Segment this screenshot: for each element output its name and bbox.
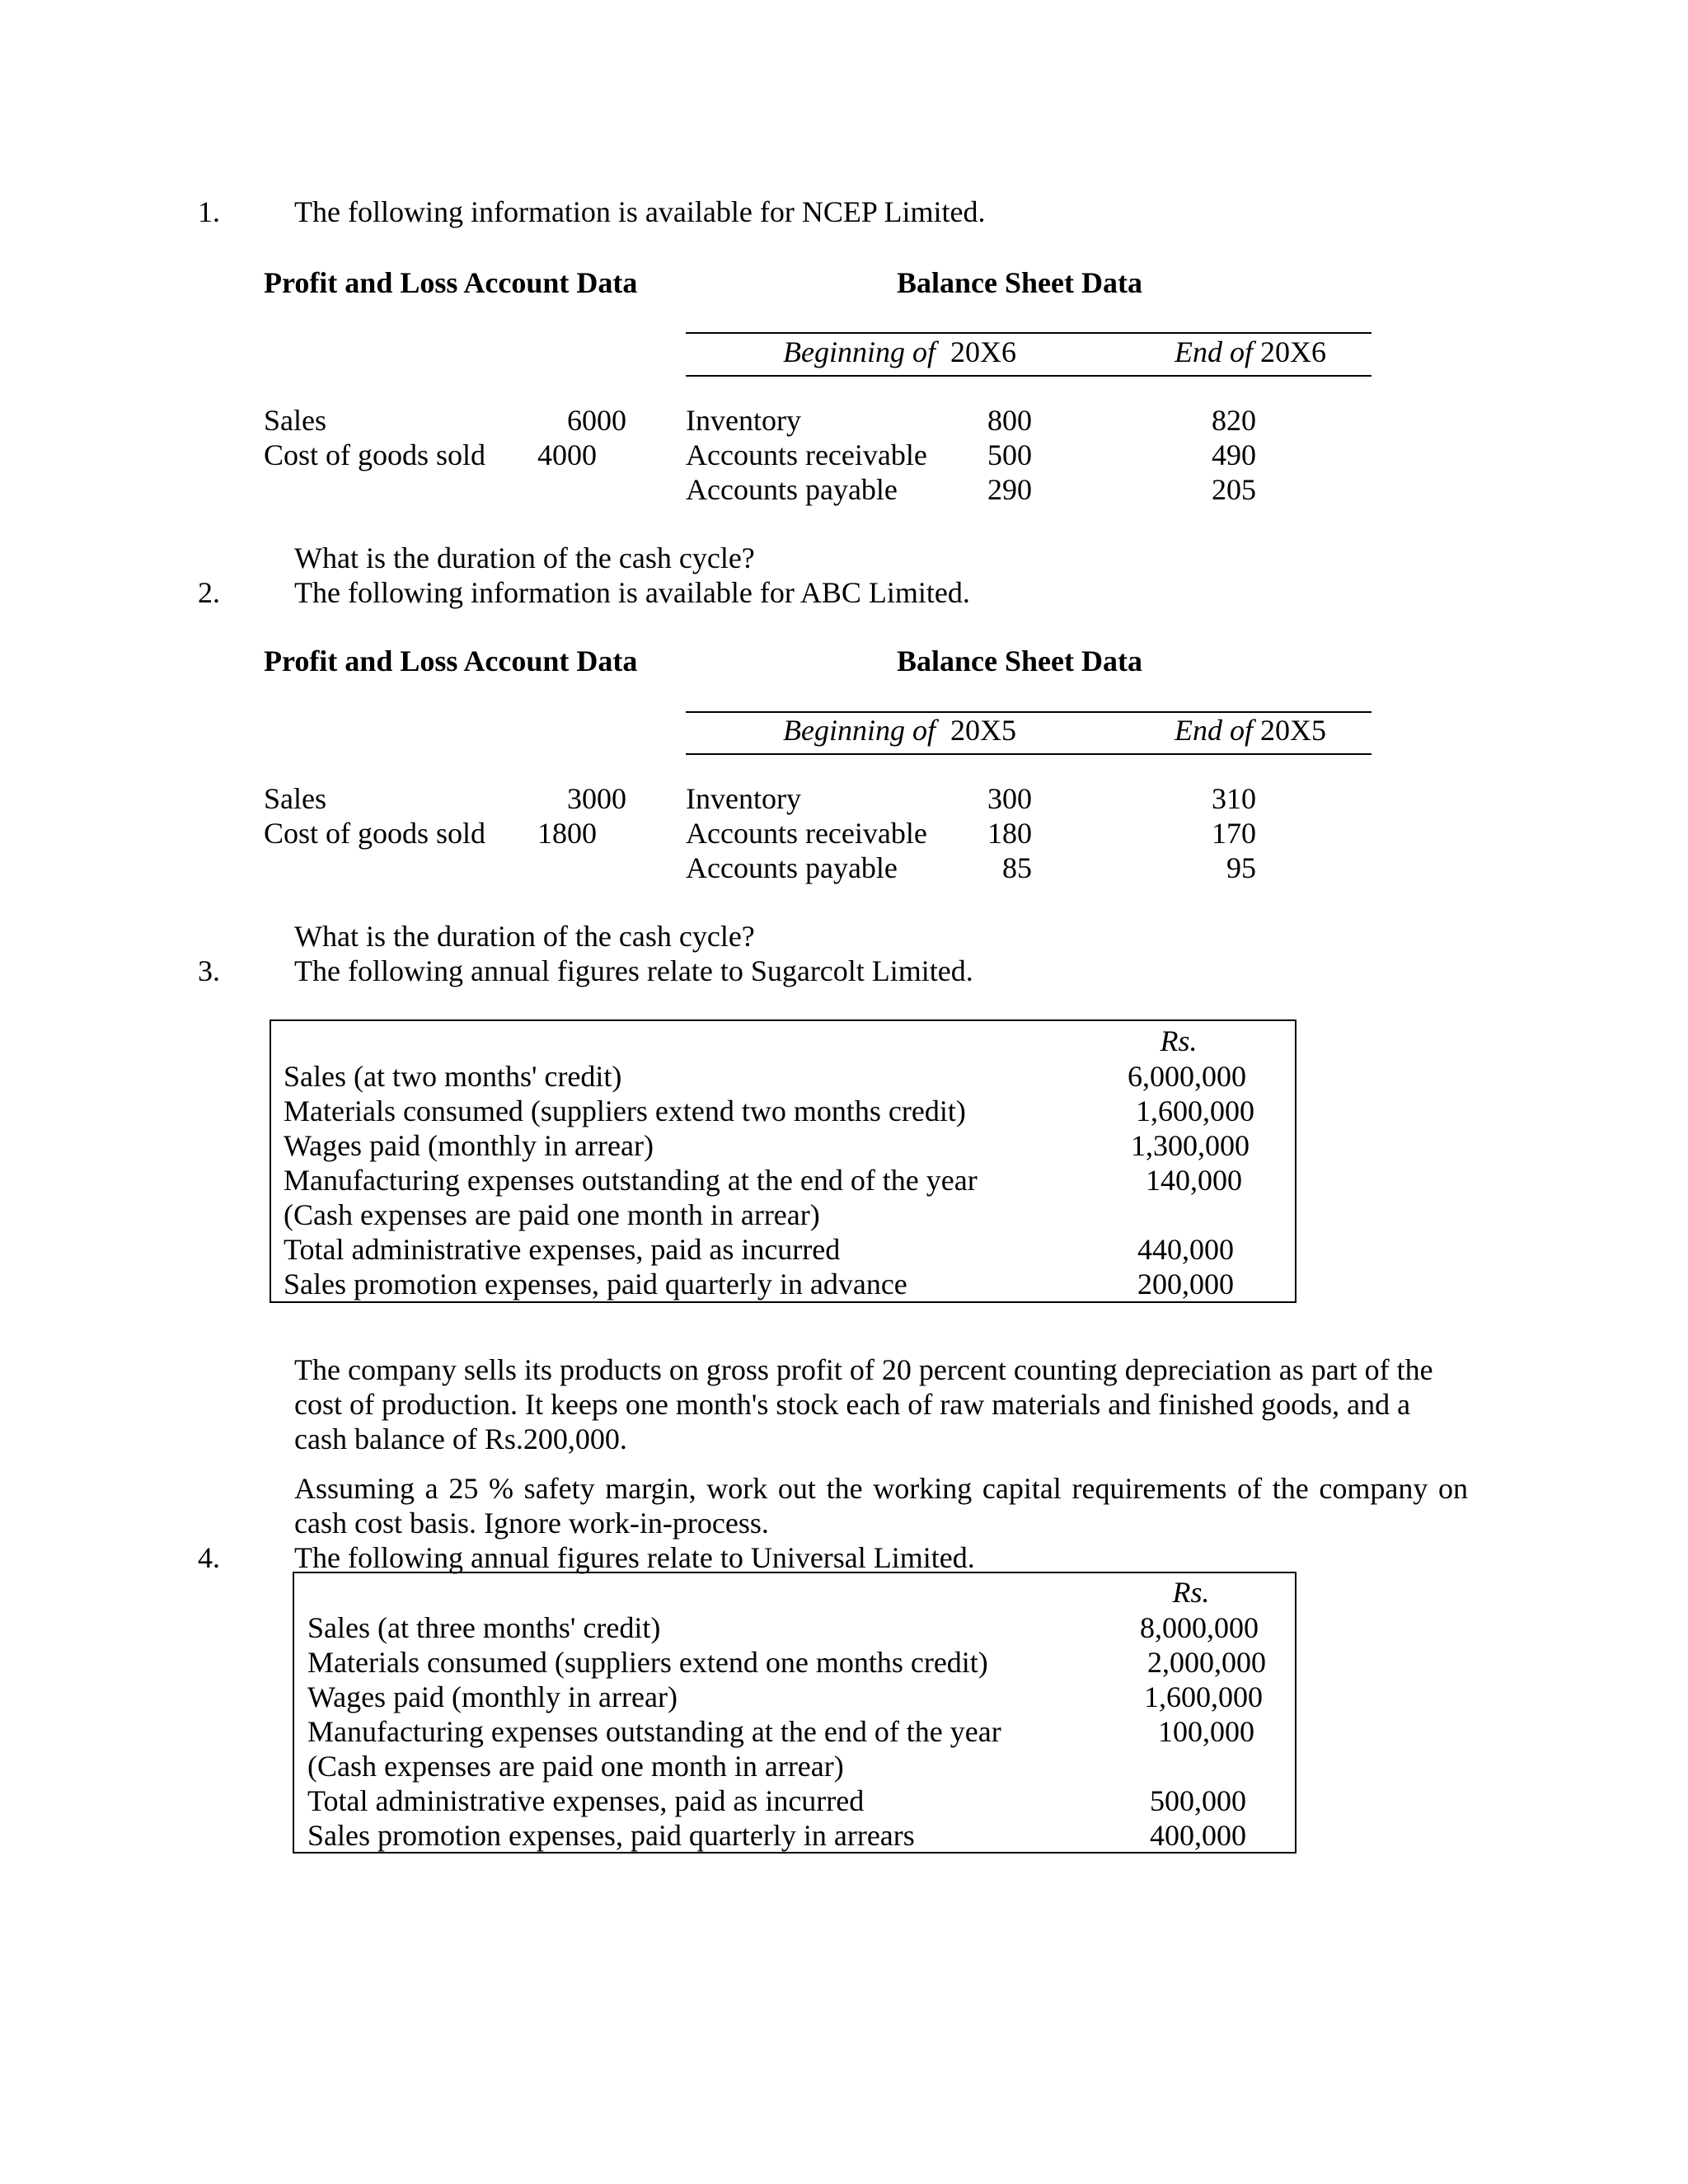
q2-col-end-year: 20X5	[1260, 714, 1326, 747]
q1-bs-label: Inventory	[686, 404, 801, 437]
q2-bs-end: 170	[1212, 817, 1256, 850]
q1-bs-begin: 500	[987, 438, 1032, 471]
q1-intro: The following information is available for NCEP Limited.	[294, 195, 986, 228]
q1-pl-heading: Profit and Loss Account Data	[264, 266, 638, 299]
q1-col-end-year: 20X6	[1260, 335, 1326, 368]
q3-paragraph-line: cost of production. It keeps one month's stock each of raw materials and finished goods, and a	[294, 1388, 1411, 1421]
q4-currency: Rs.	[1172, 1576, 1210, 1609]
q3-row-value: 140,000	[1146, 1164, 1242, 1197]
q4-row-label: Materials consumed (suppliers extend one months credit)	[307, 1646, 988, 1679]
q2-col-end-label: End of	[1175, 714, 1253, 747]
q3-row-label: Total administrative expenses, paid as incurred	[284, 1233, 841, 1266]
q1-bs-end: 490	[1212, 438, 1256, 471]
q3-row-value: 6,000,000	[1128, 1060, 1246, 1093]
q4-row-value: 400,000	[1150, 1819, 1246, 1852]
q2-bs-begin: 85	[1002, 851, 1032, 884]
q3-number: 3.	[198, 954, 220, 987]
q3-row-label: Sales promotion expenses, paid quarterly in advance	[284, 1268, 907, 1301]
q1-bs-label: Accounts receivable	[686, 438, 927, 471]
q4-row-label: Total administrative expenses, paid as incurred	[307, 1784, 865, 1817]
q2-intro: The following information is available for ABC Limited.	[294, 576, 970, 609]
q3-currency: Rs.	[1160, 1024, 1198, 1057]
q3-row-label: Materials consumed (suppliers extend two months credit)	[284, 1094, 966, 1127]
q4-row-label: Wages paid (monthly in arrear)	[307, 1680, 678, 1713]
q2-question: What is the duration of the cash cycle?	[294, 920, 755, 953]
q1-col-begin	[783, 335, 1016, 369]
q2-bs-begin: 300	[987, 782, 1032, 815]
q3-row-value: 200,000	[1137, 1268, 1234, 1301]
q2-pl-label: Cost of goods sold	[264, 817, 486, 850]
q2-bs-begin: 180	[987, 817, 1032, 850]
q4-row-value: 500,000	[1150, 1784, 1246, 1817]
q1-pl-label: Cost of goods sold	[264, 438, 486, 471]
q3-paragraph-line: The company sells its products on gross profit of 20 percent counting depreciation as part of the	[294, 1353, 1433, 1386]
q1-pl-value: 6000	[567, 404, 626, 437]
q1-col-begin-label: Beginning of	[783, 335, 935, 368]
q3-row-label: Wages paid (monthly in arrear)	[284, 1129, 654, 1162]
q1-question: What is the duration of the cash cycle?	[294, 541, 755, 574]
q3-row-value: 440,000	[1137, 1233, 1234, 1266]
q3-paragraph-line: cash cost basis. Ignore work-in-process.	[294, 1507, 769, 1540]
q1-header-bottom-rule	[686, 375, 1372, 377]
q1-header-top-rule	[686, 332, 1372, 334]
q2-bs-end: 310	[1212, 782, 1256, 815]
q4-row-label: Sales (at three months' credit)	[307, 1611, 661, 1644]
q1-bs-begin: 290	[987, 473, 1032, 506]
q2-pl-heading: Profit and Loss Account Data	[264, 644, 638, 677]
q1-bs-end: 820	[1212, 404, 1256, 437]
q3-row-value: 1,300,000	[1131, 1129, 1250, 1162]
q4-intro: The following annual figures relate to Universal Limited.	[294, 1541, 975, 1574]
q2-bs-heading: Balance Sheet Data	[897, 644, 1142, 677]
q2-col-begin	[783, 713, 1016, 748]
q2-col-begin-year: 20X5	[950, 714, 1016, 747]
q2-bs-end: 95	[1226, 851, 1256, 884]
q4-row-value: 2,000,000	[1147, 1646, 1266, 1679]
q4-row-value: 8,000,000	[1140, 1611, 1259, 1644]
q2-col-end	[1175, 713, 1326, 748]
q3-row-value: 1,600,000	[1136, 1094, 1254, 1127]
q3-intro: The following annual figures relate to Sugarcolt Limited.	[294, 954, 973, 987]
q2-bs-label: Accounts receivable	[686, 817, 927, 850]
q2-number: 2.	[198, 576, 220, 609]
q4-row-label: Manufacturing expenses outstanding at the end of the year	[307, 1715, 1001, 1748]
q2-pl-value: 1800	[537, 817, 597, 850]
q3-paragraph-line: Assuming a 25 % safety margin, work out the working capital requirements of the company on	[294, 1472, 1468, 1505]
q1-bs-label: Accounts payable	[686, 473, 898, 506]
q4-row-label: (Cash expenses are paid one month in arrear)	[307, 1750, 844, 1783]
q4-number: 4.	[198, 1541, 220, 1574]
q2-pl-value: 3000	[567, 782, 626, 815]
q1-bs-heading: Balance Sheet Data	[897, 266, 1142, 299]
q1-col-end-label: End of	[1175, 335, 1253, 368]
q1-pl-label: Sales	[264, 404, 326, 437]
q3-paragraph-line: cash balance of Rs.200,000.	[294, 1422, 627, 1455]
q2-bs-label: Accounts payable	[686, 851, 898, 884]
q2-pl-label: Sales	[264, 782, 326, 815]
q4-row-label: Sales promotion expenses, paid quarterly in arrears	[307, 1819, 915, 1852]
q1-pl-value: 4000	[537, 438, 597, 471]
q2-col-begin-label: Beginning of	[783, 714, 935, 747]
q1-col-begin-year: 20X6	[950, 335, 1016, 368]
q3-row-label: Sales (at two months' credit)	[284, 1060, 622, 1093]
q1-bs-begin: 800	[987, 404, 1032, 437]
q1-col-end	[1175, 335, 1326, 369]
q1-number: 1.	[198, 195, 220, 228]
q3-row-label: Manufacturing expenses outstanding at the end of the year	[284, 1164, 978, 1197]
q2-bs-label: Inventory	[686, 782, 801, 815]
q4-row-value: 100,000	[1158, 1715, 1254, 1748]
q1-bs-end: 205	[1212, 473, 1256, 506]
q3-row-label: (Cash expenses are paid one month in arrear)	[284, 1198, 820, 1231]
q4-row-value: 1,600,000	[1144, 1680, 1263, 1713]
q2-header-bottom-rule	[686, 753, 1372, 755]
